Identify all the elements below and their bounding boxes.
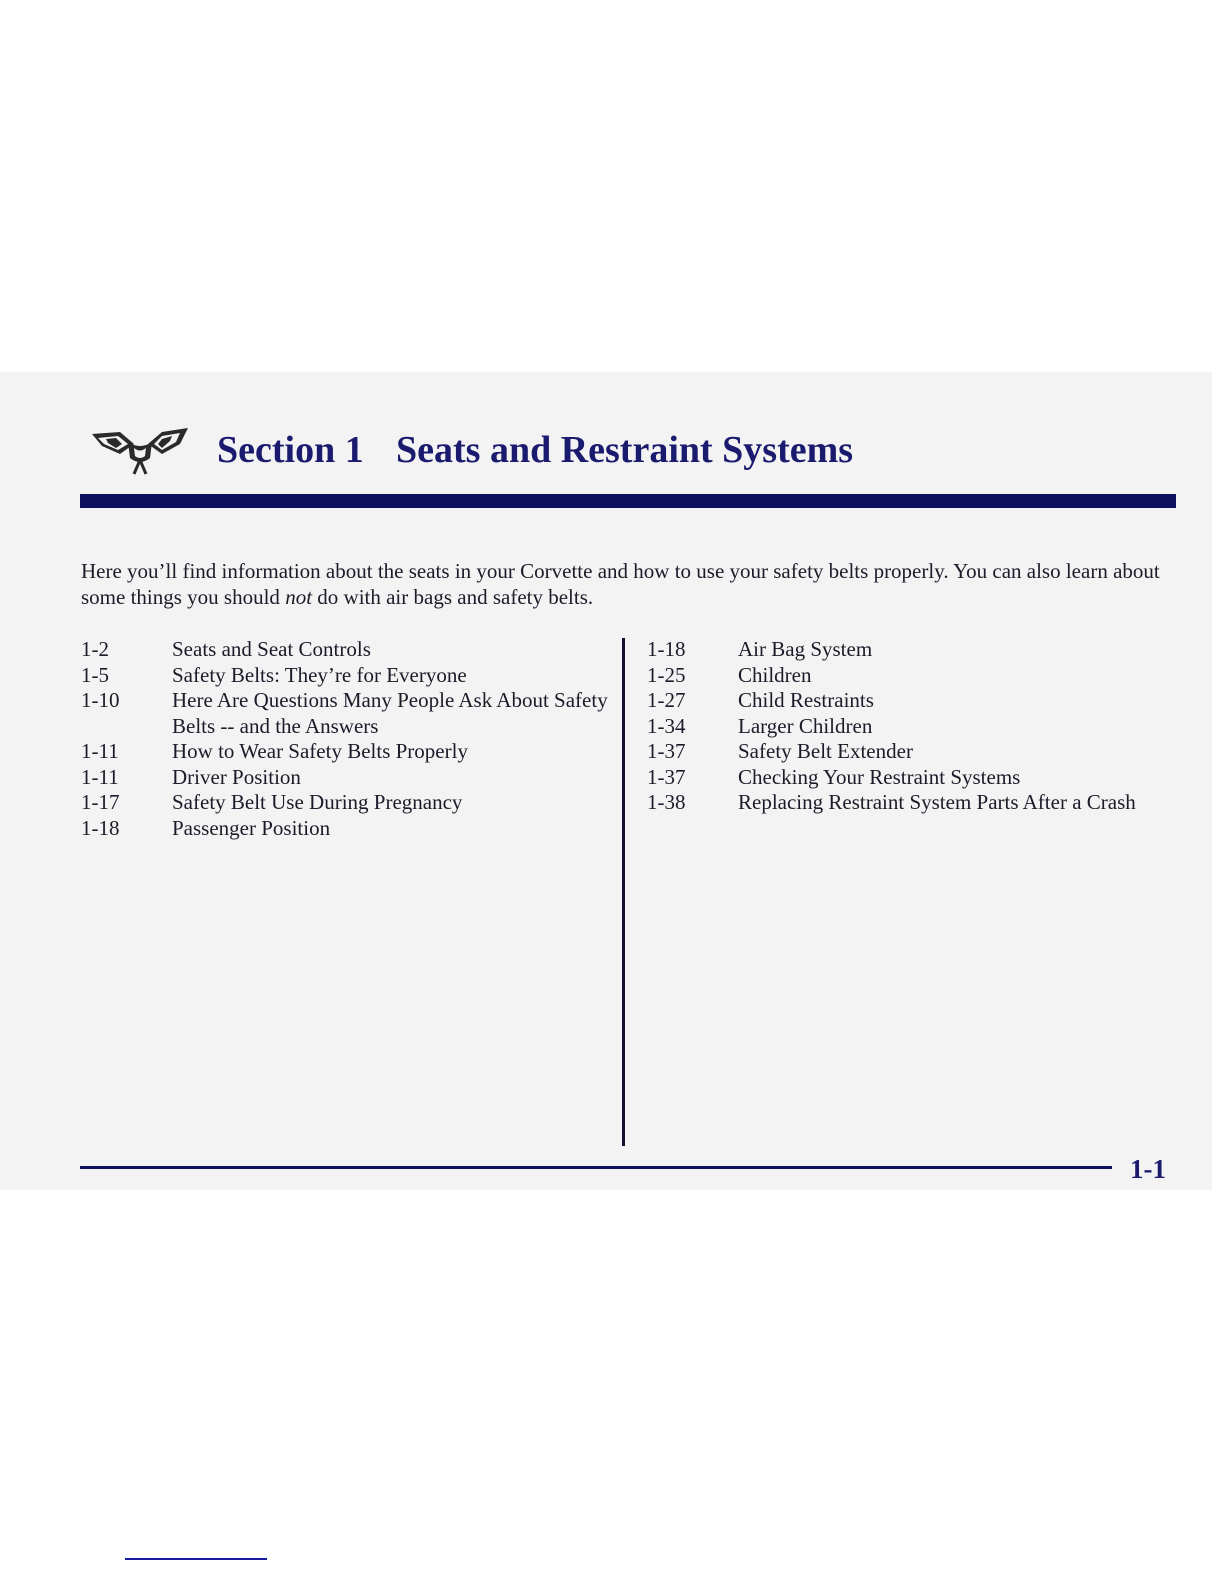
toc-entry-label: Here Are Questions Many People Ask About Safety Belts -- and the Answers <box>172 688 608 738</box>
toc-entry-label: Replacing Restraint System Parts After a Crash <box>738 790 1136 814</box>
toc-entry-label: Children <box>738 662 812 687</box>
toc-entry-label: Passenger Position <box>172 815 331 840</box>
toc-entry[interactable] <box>647 739 1147 765</box>
crossed-flags-logo-icon <box>90 424 190 476</box>
footer-link-underline <box>125 1558 267 1560</box>
intro-text-end: do with air bags and safety belts. <box>312 585 594 609</box>
toc-entry[interactable] <box>81 790 611 816</box>
toc-page-number: 1-11 <box>81 764 119 789</box>
section-number: Section 1 <box>217 429 364 471</box>
toc-page-number: 1-5 <box>81 662 109 687</box>
footer-rule <box>80 1166 1112 1169</box>
toc-page-number: 1-11 <box>81 739 119 763</box>
header-rule <box>80 494 1176 508</box>
toc-entry[interactable] <box>647 637 1147 663</box>
toc-page-number: 1-34 <box>647 713 686 738</box>
intro-emphasis: not <box>285 585 313 609</box>
toc-page-number: 1-37 <box>647 764 686 789</box>
toc-entry[interactable] <box>81 637 611 663</box>
toc-entry[interactable] <box>647 765 1147 791</box>
toc-page-number: 1-17 <box>81 790 120 814</box>
toc-entry[interactable] <box>81 663 611 689</box>
toc-entry-label: Safety Belt Extender <box>738 739 913 763</box>
toc-entry[interactable] <box>647 790 1147 816</box>
toc-page-number: 1-10 <box>81 688 120 712</box>
page-number: 1-1 <box>1130 1154 1166 1184</box>
intro-text-start: Here you’ll find information about the seats in your Corvette and how to use your safety belts properly. You can also learn about some things you should <box>81 559 1160 609</box>
toc-page-number: 1-38 <box>647 790 686 814</box>
toc-entry[interactable] <box>81 739 611 765</box>
column-divider <box>622 638 625 1146</box>
toc-entry-label: Air Bag System <box>738 637 873 661</box>
toc-page-number: 1-37 <box>647 739 686 763</box>
toc-page-number: 1-18 <box>647 637 686 661</box>
toc-entry-label: Child Restraints <box>738 688 874 712</box>
toc-entry[interactable] <box>647 663 1147 689</box>
section-title: Seats and Restraint Systems <box>396 429 854 471</box>
toc-entry-label: Safety Belts: They’re for Everyone <box>172 662 467 687</box>
toc-entry[interactable] <box>81 816 611 842</box>
toc-entry[interactable] <box>81 765 611 791</box>
toc-page-number: 1-2 <box>81 637 109 661</box>
toc-page-number: 1-25 <box>647 662 686 687</box>
toc-entry-label: Larger Children <box>738 713 873 738</box>
toc-entry-label: Seats and Seat Controls <box>172 637 371 661</box>
toc-entry-label: Safety Belt Use During Pregnancy <box>172 790 463 814</box>
toc-page-number: 1-27 <box>647 688 686 712</box>
toc-entry-label: How to Wear Safety Belts Properly <box>172 739 468 763</box>
toc-left-column <box>81 637 611 841</box>
toc-right-column <box>647 637 1147 816</box>
toc-entry[interactable] <box>81 688 611 739</box>
toc-entry[interactable] <box>647 714 1147 740</box>
toc-entry-label: Checking Your Restraint Systems <box>738 764 1021 789</box>
toc-entry[interactable] <box>647 688 1147 714</box>
toc-page-number: 1-18 <box>81 815 120 840</box>
toc-entry-label: Driver Position <box>172 764 301 789</box>
intro-paragraph <box>81 558 1181 610</box>
